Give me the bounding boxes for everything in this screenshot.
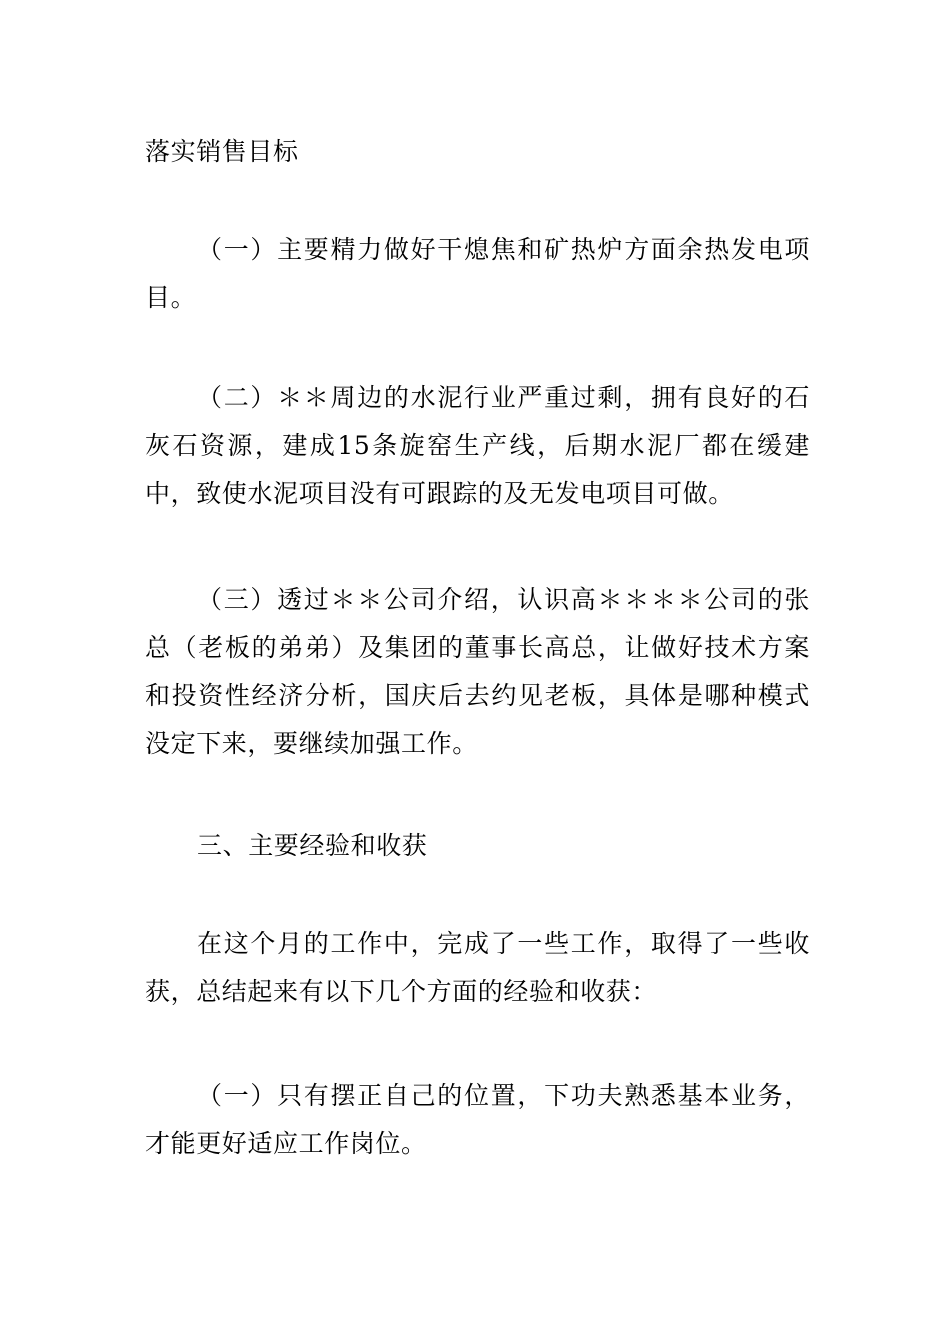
section-heading-experience: 三、主要经验和收获 [197,831,428,860]
paragraph-summary: 在这个月的工作中，完成了一些工作，取得了一些收获，总结起来有以下几个方面的经验和收获： [145,929,810,1006]
paragraph-experience-1: （一）只有摆正自己的位置，下功夫熟悉基本业务，才能更好适应工作岗位。 [145,1081,810,1158]
paragraph-item-2: （二）＊＊周边的水泥行业严重过剩，拥有良好的石灰石资源，建成15条旋窑生产线，后期水泥厂都在缓建中，致使水泥项目没有可跟踪的及无发电项目可做。 [145,383,810,508]
paragraph-item-1: （一）主要精力做好干熄焦和矿热炉方面余热发电项目。 [145,235,810,312]
paragraph-item-3: （三）透过＊＊公司介绍，认识高＊＊＊＊公司的张总（老板的弟弟）及集团的董事长高总，让做好技术方案和投资性经济分析，国庆后去约见老板，具体是哪种模式没定下来，要继续加强工作。 [145,585,810,758]
paragraph-heading-sales-target: 落实销售目标 [145,137,299,166]
